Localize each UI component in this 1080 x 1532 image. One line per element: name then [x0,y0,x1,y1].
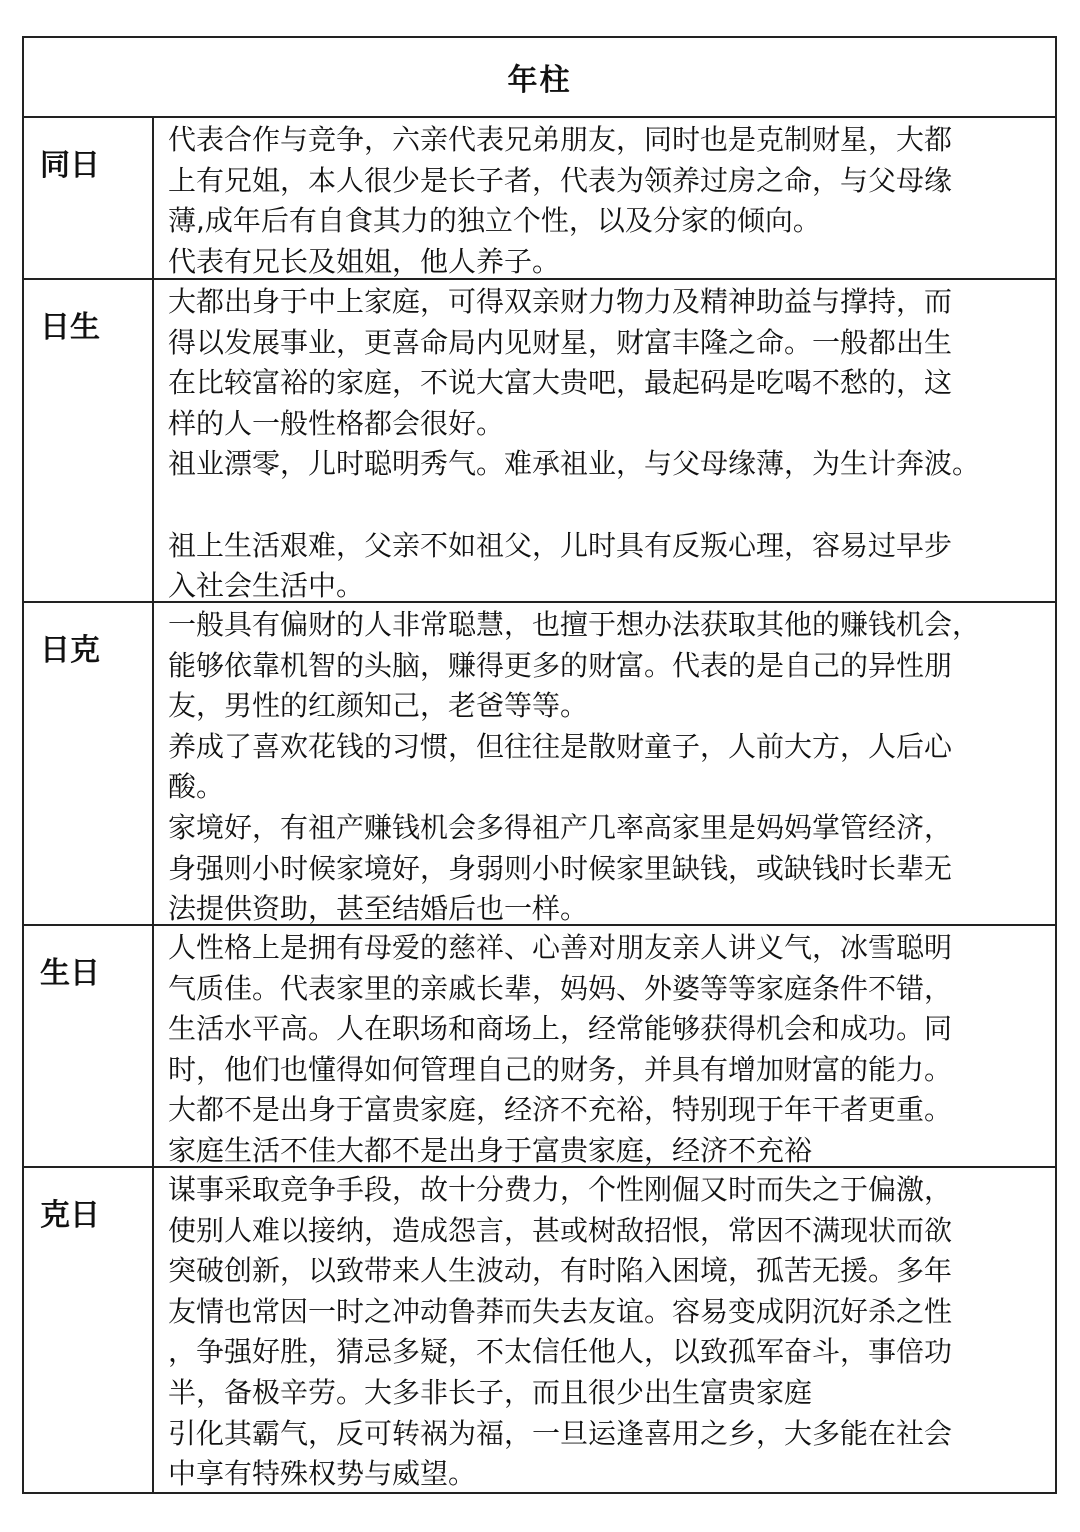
content-line: 使别人难以接纳，造成怨言，甚或树敌招恨，常因不满现状而欲 [168,1213,953,1247]
content-line: 气质佳。代表家里的亲戚长辈，妈妈、外婆等等家庭条件不错， [168,971,953,1005]
content-line: 代表有兄长及姐姐，他人养子。 [168,244,561,278]
content-line: 引化其霸气，反可转祸为福，一旦运逢喜用之乡，大多能在社会 [168,1416,953,1450]
table-row [24,603,1055,926]
content-line: 入社会生活中。 [168,569,365,601]
info-table [22,36,1057,1494]
row-label: 日生 [40,310,100,345]
row-label: 生日 [40,956,100,991]
content-line: 能够依靠机智的头脑，赚得更多的财富。代表的是自己的异性朋 [168,648,953,682]
content-line: 薄,成年后有自食其力的独立个性，以及分家的倾向。 [168,204,821,238]
row-label: 同日 [40,148,100,183]
content-line: 友，男性的红颜知己，老爸等等。 [168,689,589,723]
content-line: 法提供资助，甚至结婚后也一样。 [168,892,589,924]
content-line: 大都出身于中上家庭，可得双亲财力物力及精神助益与撑持，而 [168,285,953,318]
content-line: 上有兄姐，本人很少是长子者，代表为领养过房之命，与父母缘 [168,163,953,197]
content-line: 身强则小时候家境好，身弱则小时候家里缺钱，或缺钱时长辈无 [168,851,953,885]
table-title: 年柱 [507,63,572,98]
content-line: 人性格上是拥有母爱的慈祥、心善对朋友亲人讲义气，冰雪聪明 [168,931,953,964]
content-line: 中享有特殊权势与威望。 [168,1457,477,1491]
content-line: 样的人一般性格都会很好。 [168,406,505,440]
row-content [154,603,1055,924]
content-line: 酸。 [168,770,225,804]
content-line [168,485,1049,526]
content-line: 祖上生活艰难，父亲不如祖父，儿时具有反叛心理，容易过早步 [168,528,953,562]
content-line: 代表合作与竞争，六亲代表兄弟朋友，同时也是克制财星，大都 [168,123,953,156]
content-line: 生活水平高。人在职场和商场上，经常能够获得机会和成功。同 [168,1012,953,1046]
content-line: 家境好，有祖产赚钱机会多得祖产几率高家里是妈妈掌管经济， [168,810,953,844]
content-line: 半，备极辛劳。大多非长子，而且很少出生富贵家庭 [168,1375,813,1409]
row-label: 日克 [40,633,100,668]
content-line: 养成了喜欢花钱的习惯，但往往是散财童子，人前大方，人后心 [168,729,953,763]
row-label: 克日 [40,1198,100,1233]
row-label-cell [24,280,154,601]
row-label-cell [24,118,154,278]
table-title-row [24,38,1055,118]
row-content [154,926,1055,1166]
row-label-cell [24,1168,154,1492]
row-label-cell [24,926,154,1166]
table-row [24,280,1055,603]
content-line: 谋事采取竞争手段，故十分费力，个性刚倔又时而失之于偏激， [168,1173,953,1206]
content-line: 突破创新，以致带来人生波动，有时陷入困境，孤苦无援。多年 [168,1254,953,1288]
row-content [154,280,1055,601]
row-label-cell [24,603,154,924]
content-line: 祖业漂零，儿时聪明秀气。难承祖业，与父母缘薄，为生计奔波。 [168,447,981,481]
content-line: 时，他们也懂得如何管理自己的财务，并具有增加财富的能力。 [168,1052,953,1086]
content-line: 家庭生活不佳大都不是出身于富贵家庭，经济不充裕 [168,1133,813,1166]
table-row [24,118,1055,280]
content-line: 友情也常因一时之冲动鲁莽而失去友谊。容易变成阴沉好杀之性 [168,1294,953,1328]
content-line: 大都不是出身于富贵家庭，经济不充裕，特别现于年干者更重。 [168,1093,953,1127]
table-row [24,926,1055,1168]
content-line: ，争强好胜，猜忌多疑，不太信任他人，以致孤军奋斗，事倍功 [168,1335,953,1369]
content-line: 一般具有偏财的人非常聪慧，也擅于想办法获取其他的赚钱机会， [168,608,981,641]
content-line: 得以发展事业，更喜命局内见财星，财富丰隆之命。一般都出生 [168,325,953,359]
content-line: 在比较富裕的家庭，不说大富大贵吧，最起码是吃喝不愁的，这 [168,366,953,400]
row-content [154,1168,1055,1492]
table-row [24,1168,1055,1492]
row-content [154,118,1055,278]
